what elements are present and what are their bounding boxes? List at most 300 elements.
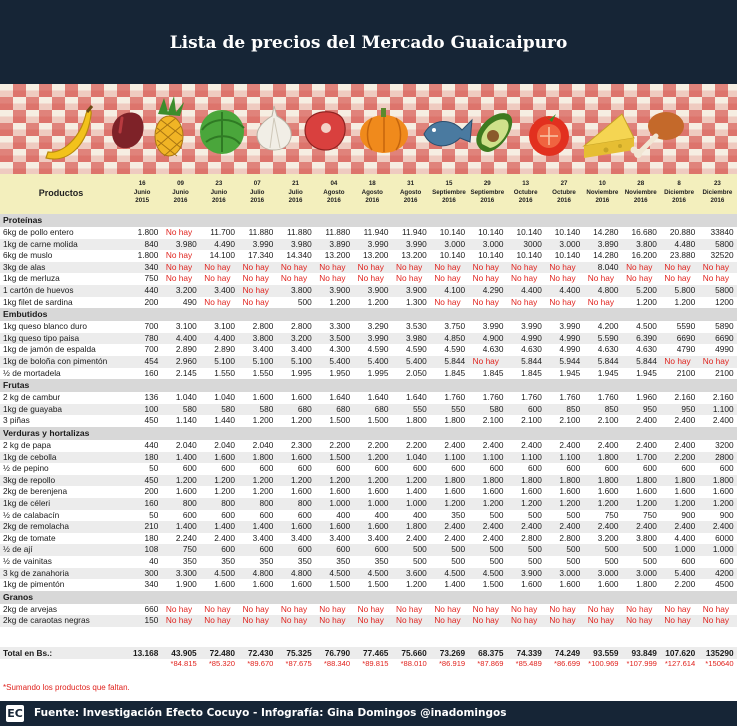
price-cell: 5800 [715,238,734,249]
price-cell: 350 [451,509,466,520]
price-cell: 2.400 [444,532,466,543]
price-cell: 580 [221,403,236,414]
price-cell: 600 [643,463,657,474]
price-cell: 550 [451,403,466,414]
price-cell: 500 [297,296,312,307]
table-row [0,452,737,464]
date-year: 2016 [518,197,533,205]
price-cell: 1.800 [636,474,657,485]
price-cell: 4.490 [214,238,236,249]
date-day: 29 [483,180,491,187]
price-cell: 3.400 [367,532,389,543]
price-cell: 3.990 [367,332,389,343]
price-cell: 950 [681,403,696,414]
price-cell: 340 [144,261,159,272]
price-cell: 600 [566,463,581,474]
date-day: 13 [522,180,530,187]
date-day: 23 [713,180,721,187]
adjusted-total-row [0,659,737,669]
price-cell: 600 [182,463,197,474]
total-cell: 74.339 [516,648,542,658]
price-cell: 2.400 [712,521,734,532]
price-cell: 3.000 [636,567,657,578]
price-cell: No hay [204,273,231,284]
price-cell: No hay [319,261,346,272]
date-year: 2016 [672,197,686,205]
adjusted-total-cell: *84.815 [170,659,197,668]
table-row [0,321,737,333]
price-cell: 16.680 [631,227,657,237]
date-column-header [430,180,468,206]
price-cell: 3.990 [521,321,542,332]
product-name: 2kg de remolacha [3,521,69,532]
price-cell: 750 [182,544,197,555]
table-row [0,579,737,591]
adjusted-total-cell: *89.815 [362,659,389,668]
price-cell: 1.000 [406,498,427,508]
price-cell: 160 [144,367,159,378]
price-cell: 4.850 [444,332,466,343]
price-cell: 500 [412,544,427,555]
price-cell: 150 [144,615,159,626]
price-cell: 4.630 [482,344,504,355]
table-row [0,498,737,510]
price-cell: 136 [144,392,159,403]
price-cell: No hay [664,356,691,366]
price-cell: 6690 [676,332,696,343]
food-icons [0,84,737,174]
section-title: Verduras y hortalizas [3,428,90,438]
price-cell: No hay [664,273,691,284]
price-cell: No hay [702,261,730,272]
price-cell: 4200 [715,567,734,578]
price-cell: 4.200 [597,321,619,332]
price-cell: 1.200 [712,498,734,508]
price-cell: 5.844 [636,356,657,366]
price-cell: 1.550 [214,367,236,378]
price-cell: 3.400 [329,532,351,543]
price-cell: 1.760 [482,392,504,403]
price-cell: 4.500 [636,321,657,332]
price-cell: 1.200 [636,296,657,307]
price-cell: 11.940 [363,227,389,237]
price-cell: 3.000 [444,238,466,249]
price-cell: 600 [297,544,312,555]
price-cell: 1.600 [559,486,581,497]
price-cell: 1.100 [482,451,504,462]
adjusted-total-cell: *86.699 [554,659,581,668]
price-cell: 5.400 [329,356,351,366]
price-cell: 600 [221,509,236,520]
price-cell: 340 [144,579,159,590]
price-cell: 2.400 [636,415,657,426]
price-cell: 1.760 [597,392,619,403]
date-column-header [200,180,238,206]
price-cell: 1.800 [137,250,159,261]
total-cell: 93.559 [593,648,619,658]
price-cell: 3.300 [329,321,351,332]
price-cell: 450 [144,474,159,485]
date-month: Diciembre [664,188,695,196]
price-cell: 1.800 [521,474,542,485]
price-cell: 1.800 [559,474,581,485]
price-cell: 4.400 [521,285,542,295]
date-year: 2016 [173,197,188,205]
price-cell: No hay [549,261,576,272]
price-cell: 850 [604,403,619,414]
price-cell: 350 [259,556,274,566]
price-cell: 1.800 [482,474,504,485]
price-cell: 3000 [523,238,542,249]
price-cell: 11.880 [248,227,274,237]
price-cell: 580 [182,403,197,414]
price-cell: 2.100 [597,415,619,426]
price-cell: 3.400 [214,285,236,295]
price-cell: 200 [144,296,159,307]
price-cell: 3.890 [597,238,619,249]
banana-icon [46,106,92,159]
price-cell: 3.300 [175,567,197,578]
price-cell: 5.800 [674,285,696,295]
price-cell: 1.600 [482,486,504,497]
price-cell: 180 [144,451,159,462]
price-cell: 1.600 [290,521,312,532]
price-cell: 1.800 [597,451,619,462]
price-cell: 2.800 [521,532,542,543]
price-cell: 5.590 [597,332,619,343]
price-cell: 2.400 [597,440,619,450]
price-cell: No hay [587,615,614,626]
table-row [0,239,737,251]
price-cell: 680 [336,403,351,414]
price-cell: 50 [149,463,159,474]
price-cell: 1.900 [175,579,197,590]
price-cell: 600 [489,463,504,474]
product-name: 2 kg de papa [3,440,51,450]
price-cell: 1.200 [674,498,696,508]
price-cell: 2.400 [712,415,734,426]
price-cell: 3200 [715,440,734,450]
price-cell: 16.200 [631,250,657,261]
price-cell: 600 [681,556,696,566]
price-cell: No hay [511,273,538,284]
adjusted-total-cell: *127.614 [664,659,696,668]
price-cell: No hay [626,603,653,614]
date-column-header [660,180,698,206]
price-cell: 1.600 [521,579,542,590]
price-cell: 2.160 [674,392,696,403]
price-cell: 11.940 [402,227,427,237]
price-cell: 40 [149,556,159,566]
price-cell: 700 [144,321,159,332]
price-cell: 2100 [676,367,696,378]
price-cell: 680 [297,403,312,414]
price-cell: No hay [165,603,193,614]
price-cell: 33840 [710,227,734,237]
date-day: 10 [598,180,606,187]
price-cell: 5890 [715,321,734,332]
price-cell: No hay [587,296,614,307]
price-cell: 1.945 [636,367,657,378]
price-cell: 1.100 [521,451,542,462]
price-cell: 1.400 [444,579,466,590]
price-cell: 3.000 [559,238,581,249]
total-cell: 72.480 [209,648,236,658]
date-month: Junio [133,188,151,196]
adjusted-total-cell: *87.675 [285,659,312,668]
price-cell: 1.640 [367,392,389,403]
date-column-header [583,180,621,206]
price-cell: 1.960 [636,392,657,403]
total-cell: 74.249 [554,648,581,658]
price-cell: 3.900 [406,285,427,295]
price-cell: No hay [280,273,308,284]
date-month: Agosto [361,188,383,196]
date-day: 31 [407,180,415,187]
price-cell: 3.990 [559,321,581,332]
price-cell: 750 [604,509,619,520]
price-cell: 1.600 [214,451,236,462]
price-cell: 3.800 [636,238,657,249]
price-cell: 1.000 [367,498,389,508]
price-cell: 780 [144,332,159,343]
price-cell: No hay [664,261,691,272]
price-cell: 4.590 [444,344,466,355]
price-cell: 600 [221,544,236,555]
price-cell: 2.400 [559,440,581,450]
price-cell: 210 [144,521,159,532]
adjusted-total-cell: *85.489 [515,659,542,668]
price-cell: 1.200 [444,498,466,508]
date-column-header [391,180,429,206]
price-cell: 10.140 [516,250,542,261]
price-cell: 3.990 [367,238,389,249]
price-cell: 350 [182,556,197,566]
price-cell: 3.400 [252,532,274,543]
table-row [0,273,737,285]
price-cell: 2.100 [521,415,542,426]
total-cell: 13.168 [132,648,159,658]
price-cell: 5.400 [406,356,427,366]
price-cell: 300 [144,567,159,578]
garlic-icon [257,106,291,150]
price-cell: 50 [149,509,159,520]
product-name: 3kg de repollo [3,474,56,485]
price-cell: 3.900 [367,285,389,295]
adjusted-total-cell: *87.869 [477,659,504,668]
date-year: 2016 [480,197,495,205]
price-cell: 600 [182,509,197,520]
date-day: 15 [445,180,453,187]
product-name: ½ de mortadela [3,367,61,378]
adjusted-total-cell: *107.999 [626,659,657,668]
total-cell: 135290 [705,648,734,658]
date-day: 09 [177,180,184,187]
product-name: 1kg de cebolla [3,451,57,462]
price-cell: 14.280 [593,227,619,237]
price-cell: No hay [472,356,499,366]
price-cell: 1.640 [329,392,351,403]
price-cell: No hay [626,273,653,284]
price-cell: 4.590 [367,344,389,355]
price-cell: 2.400 [636,440,657,450]
price-cell: No hay [395,273,423,284]
adjusted-total-cell: *150640 [705,659,734,668]
price-cell: 1.200 [290,474,312,485]
section-header [0,427,737,440]
price-cell: 3.890 [329,238,351,249]
product-column-header: Productos [38,188,84,198]
price-cell: 4.400 [175,332,197,343]
price-cell: 1.500 [482,579,504,590]
price-cell: 1.400 [175,521,197,532]
product-name: 1kg de merluza [3,273,60,284]
date-day: 8 [677,180,681,187]
price-cell: 13.200 [324,250,351,261]
price-cell: No hay [242,296,269,307]
price-cell: 2.200 [329,440,351,450]
price-cell: 600 [374,544,389,555]
price-cell: 1.200 [521,498,542,508]
table-row [0,250,737,262]
price-cell: 1.800 [712,474,734,485]
table-row [0,486,737,498]
price-cell: 5590 [676,321,696,332]
product-name: 1 cartón de huevos [3,285,74,295]
chicken-leg-icon [631,112,685,158]
price-cell: 4.480 [674,238,696,249]
price-cell: 1.600 [367,521,389,532]
price-cell: 1.040 [214,392,236,403]
price-cell: 4.500 [367,567,389,578]
price-cell: 1.600 [175,486,197,497]
date-day: 28 [637,180,645,187]
date-year: 2016 [442,197,456,205]
price-cell: 4.990 [559,344,581,355]
product-name: 2kg de berenjena [3,486,68,497]
date-column-header [161,180,199,206]
price-cell: 180 [144,532,159,543]
price-cell: 400 [336,509,351,520]
price-cell: No hay [395,615,423,626]
price-cell: 10.140 [516,227,542,237]
date-month: Junio [210,188,228,196]
date-column-header [123,180,161,206]
price-cell: 2.890 [175,344,197,355]
price-cell: 5.844 [597,356,619,366]
date-day: 07 [253,180,261,187]
price-cell: 3.600 [406,567,427,578]
price-cell: 1.800 [597,474,619,485]
footer-bar [0,701,737,726]
price-cell: 500 [643,544,657,555]
price-cell: 1.600 [290,579,312,590]
price-cell: 4.500 [214,567,236,578]
total-cell: 43.905 [171,648,197,658]
price-cell: 1.000 [329,498,351,508]
date-day: 27 [560,180,568,187]
price-cell: 500 [528,544,542,555]
price-cell: No hay [472,603,499,614]
date-year: 2016 [250,197,265,205]
price-cell: 10.140 [554,250,581,261]
price-cell: No hay [549,615,576,626]
price-cell: 600 [297,463,312,474]
price-cell: No hay [242,285,269,295]
price-cell: 600 [604,463,619,474]
price-cell: 350 [221,556,236,566]
price-cell: 1.600 [712,486,734,497]
mango-icon [112,113,144,149]
food-banner [0,84,737,174]
price-cell: 1.000 [712,544,734,555]
price-cell: No hay [242,603,269,614]
price-cell: 3.990 [406,238,427,249]
price-cell: 2.400 [674,440,696,450]
price-cell: 1.600 [367,486,389,497]
product-name: 1kg de jamón de espalda [3,344,96,355]
price-cell: 500 [451,544,466,555]
total-cell: 68.375 [478,648,504,658]
price-cell: 4.400 [674,532,696,543]
price-cell: 1.040 [406,451,427,462]
price-cell: 1.950 [329,367,351,378]
price-cell: 400 [412,509,427,520]
price-cell: 600 [412,463,427,474]
price-cell: 2.400 [521,521,542,532]
cabbage-icon [200,110,244,154]
tomato-icon [529,114,569,156]
price-cell: No hay [280,261,308,272]
price-cell: No hay [702,603,730,614]
price-cell: 1.500 [329,451,351,462]
price-cell: 500 [489,509,504,520]
price-cell: 4.400 [559,285,581,295]
price-cell: 20.880 [669,227,696,237]
price-cell: 3.200 [175,285,197,295]
price-cell: No hay [664,615,691,626]
table-row [0,604,737,616]
price-cell: 1.845 [482,367,504,378]
date-year: 2016 [365,197,380,205]
price-cell: 600 [528,463,542,474]
total-row [0,647,737,659]
price-cell: 2.800 [559,532,581,543]
price-cell: 500 [566,556,581,566]
price-cell: 800 [182,498,197,508]
table-row [0,568,737,580]
price-cell: 500 [528,509,542,520]
price-cell: 600 [451,463,466,474]
avocado-icon [476,113,512,152]
price-cell: No hay [357,615,384,626]
table-row [0,544,737,556]
price-cell: 2.100 [559,415,581,426]
price-cell: 1.200 [367,296,389,307]
adjusted-total-cell: *88.010 [400,659,427,668]
price-cell: 2.400 [444,440,466,450]
price-cell: 1.200 [252,486,274,497]
price-cell: 3.800 [252,332,274,343]
price-cell: 1.200 [252,474,274,485]
price-cell: 1.600 [290,392,312,403]
price-cell: 900 [681,509,696,520]
product-name: 2kg de arvejas [3,603,57,614]
product-name: 1kg queso tipo paisa [3,332,80,343]
price-cell: 1.600 [559,579,581,590]
date-month: Julio [249,188,265,196]
price-cell: 1.200 [674,296,696,307]
